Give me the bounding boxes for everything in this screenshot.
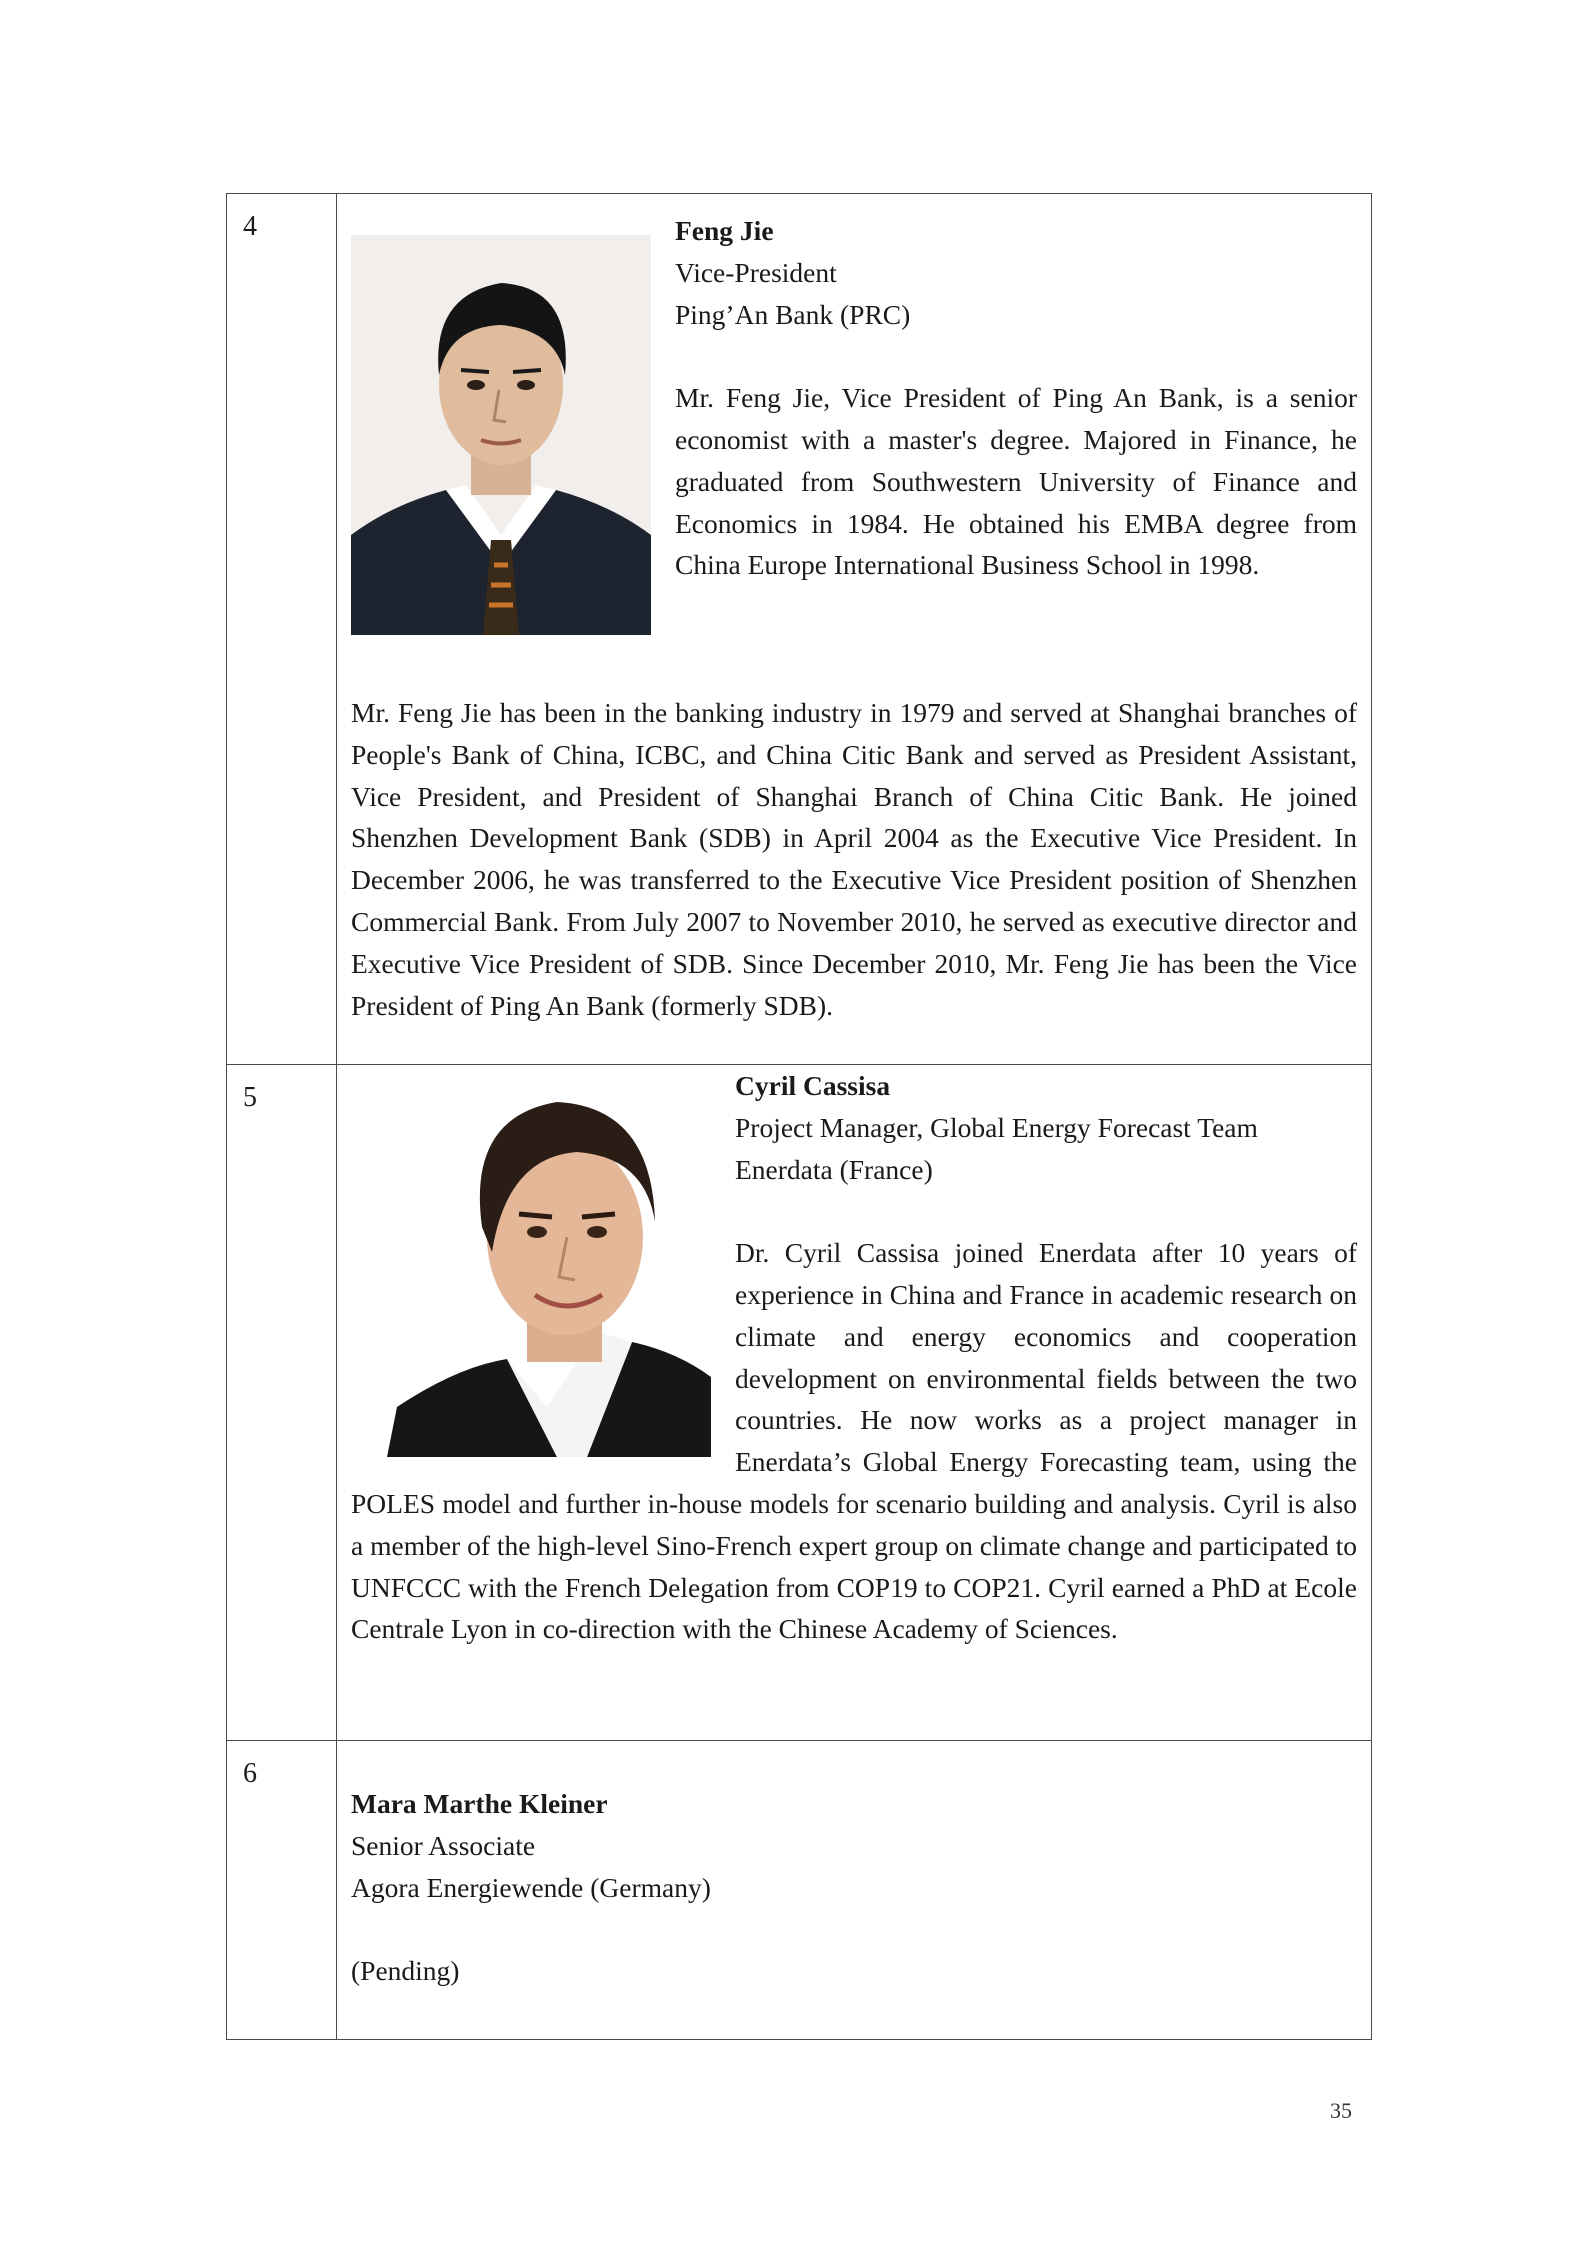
row-number-cell — [227, 1741, 337, 2040]
speaker-bio-continued: Mr. Feng Jie has been in the banking industry in 1979 and served at Shanghai branches of People's Bank of China, ICBC, and China Citic Bank and served as President Assistant, Vice President, and President of Shanghai Branch of China Citic Bank. He joined Shenzhen Development Bank (SDB) in April 2004 as the Executive Vice President. In December 2006, he was transferred to the Executive Vice President position of Shenzhen Commercial Bank. From July 2007 to November 2010, he served as executive director and Executive Vice President of SDB. Since December 2010, Mr. Feng Jie has been the Vice President of Ping An Bank (formerly SDB). — [351, 697, 1357, 1021]
speaker-row — [227, 1741, 1372, 2040]
row-number-cell — [227, 194, 337, 1065]
speaker-title: Senior Associate — [351, 1829, 536, 1861]
speaker-photo-cyril-cassisa — [387, 1077, 711, 1457]
speaker-content-cell — [337, 194, 1372, 1065]
speaker-content-cell — [337, 1065, 1372, 1741]
speaker-organization: Enerdata (France) — [735, 1153, 933, 1185]
speaker-bio: Dr. Cyril Cassisa joined Enerdata after 10 years of experience in China and France in academic research on climate and energy economics and cooperation development on environmental fields between the two countries. He now works as a project manager in Enerdata’s Global Energy Forecasting team, using the POLES model and further in-house models for scenario building and analysis. Cyril is also a member of the high-level Sino-French expert group on climate change and participated to UNFCCC with the French Delegation from COP19 to COP21. Cyril earned a PhD at Ecole Centrale Lyon in co-direction with the Chinese Academy of Sciences. — [351, 1237, 1357, 1645]
speaker-content-cell — [337, 1741, 1372, 2040]
speaker-title: Project Manager, Global Energy Forecast Team — [735, 1111, 1258, 1143]
speaker-name: Feng Jie — [675, 215, 774, 246]
speaker-name: Cyril Cassisa — [735, 1070, 891, 1101]
speaker-name: Mara Marthe Kleiner — [351, 1788, 608, 1819]
speaker-organization: Agora Energiewende (Germany) — [351, 1871, 711, 1903]
speaker-table — [226, 193, 1372, 2040]
row-number-cell — [227, 1065, 337, 1741]
row-number: 4 — [243, 211, 257, 242]
speaker-title: Vice-President — [675, 256, 837, 288]
speaker-row — [227, 194, 1372, 1065]
row-number: 6 — [243, 1758, 257, 1789]
speaker-organization: Ping’An Bank (PRC) — [675, 298, 911, 330]
speaker-photo-feng-jie — [351, 235, 651, 635]
speaker-status: (Pending) — [351, 1955, 460, 1987]
page-number: 35 — [1330, 2098, 1352, 2123]
speaker-row — [227, 1065, 1372, 1741]
speaker-bio: Mr. Feng Jie, Vice President of Ping An Bank, is a senior economist with a master's degree. Majored in Finance, he graduated from Southwestern University of Finance and Economics in 1984. He obtained his EMBA degree from China Europe International Business School in 1998. — [675, 382, 1357, 581]
row-number: 5 — [243, 1082, 257, 1113]
